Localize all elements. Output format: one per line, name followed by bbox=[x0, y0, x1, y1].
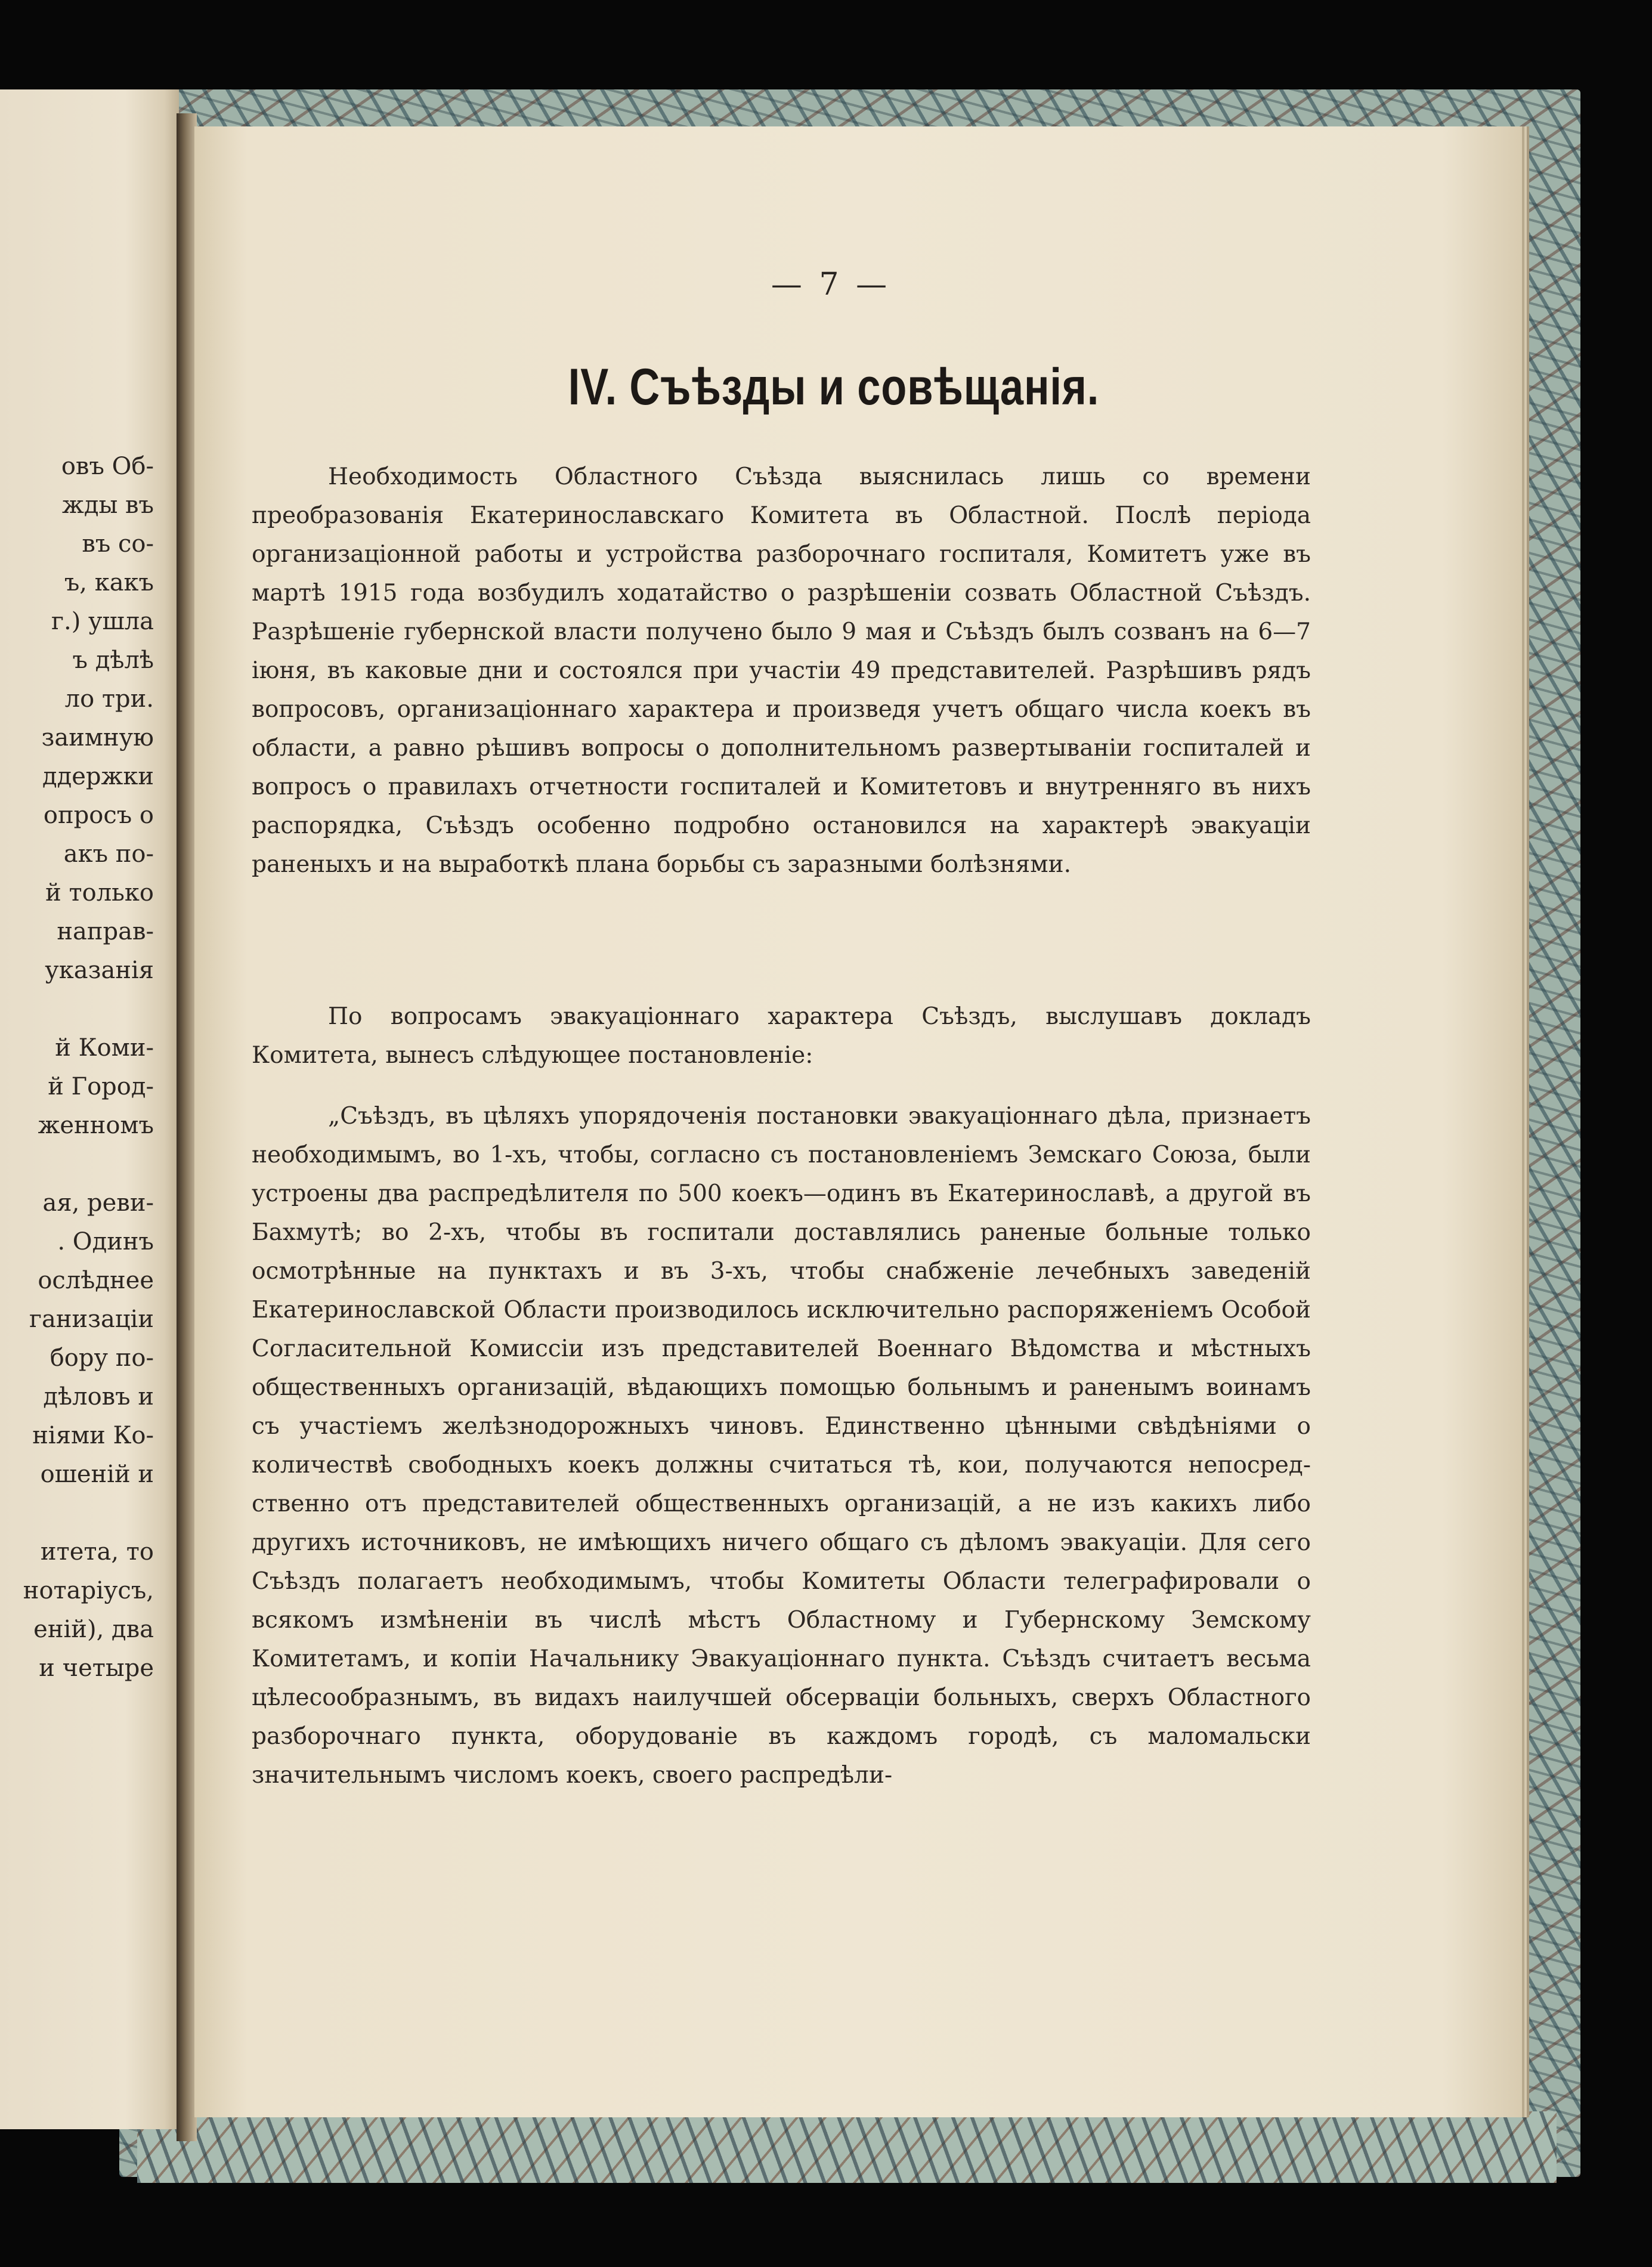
left-page-line: ганизаціи bbox=[29, 1306, 154, 1333]
left-page-line: дѣловъ и bbox=[43, 1383, 154, 1411]
left-page-line: ддержки bbox=[42, 763, 154, 790]
left-facing-page bbox=[0, 89, 179, 2129]
left-page-line: опросъ о bbox=[43, 802, 154, 829]
left-page-line: й Город- bbox=[48, 1073, 154, 1100]
paragraph: По вопросамъ эвакуаціоннаго характера Съѣздъ, выслушавъ докладъ Комитета, вынесъ слѣдующее постановленіе: bbox=[252, 1003, 1311, 1069]
left-page-line: ая, реви- bbox=[42, 1189, 154, 1217]
left-page-line: еній), два bbox=[33, 1616, 154, 1643]
page-number: — 7 — bbox=[771, 267, 891, 302]
book-gutter bbox=[177, 113, 197, 2141]
left-page-line: бору по- bbox=[50, 1344, 154, 1372]
left-page-line: нотаріусъ, bbox=[23, 1577, 154, 1604]
left-page-line: въ со- bbox=[82, 530, 154, 558]
left-page-line: й Коми- bbox=[55, 1034, 154, 1062]
left-page-line: и четыре bbox=[39, 1654, 154, 1682]
left-page-line: г.) ушла bbox=[51, 608, 154, 635]
chapter-title: IV. Съѣзды и совѣщанія. bbox=[568, 358, 1100, 416]
left-page-line: заимную bbox=[41, 724, 154, 751]
left-page-line: ніями Ко- bbox=[32, 1422, 154, 1449]
left-page-line bbox=[0, 1145, 154, 1184]
paragraph: Необходимость Областного Съѣзда выяснилась лишь со времени преобразованія Екатеринославскаго Комитета въ Областной. Послѣ періода организаціонной работы и устройства разборочнаго госпиталя, Комитетъ уже въ мартѣ 1915 года возбудилъ ходатайство о разрѣшеніи созвать Областной Съѣздъ. Разрѣшеніе губернской власти получено было 9 мая и Съѣздъ былъ созванъ на 6—7 іюня, въ каковые дни и состоялся при участіи 49 представителей. Разрѣшивъ рядъ вопросовъ, организаціоннаго характера и произведя учетъ общаго числа коекъ въ области, а равно рѣшивъ вопросы о дополнительномъ развертываніи госпиталей и вопросъ о правилахъ отчетности госпиталей и Комитетовъ и внутренняго въ нихъ распорядка, Съѣздъ особенно подробно остановился на характерѣ эвакуаціи раненыхъ и на выработкѣ плана борьбы съ заразными болѣзнями. bbox=[252, 463, 1311, 878]
left-page-line: . Одинъ bbox=[57, 1228, 154, 1255]
left-page-line: ъ, какъ bbox=[64, 569, 154, 596]
paragraph: „Съѣздъ, въ цѣляхъ упорядоченія постановки эвакуаціоннаго дѣла, признаетъ необходимымъ, во 1-хъ, чтобы, согласно съ постановленіемъ Земскаго Союза, были устроены два распредѣлителя по 500 коекъ—одинъ въ Екатеринославѣ, а другой въ Бахмутѣ; во 2-хъ, чтобы въ госпитали доставлялись раненые больные только осмотрѣнные на пунктахъ и въ 3-хъ, чтобы снабженіе лечебныхъ заведеній Екатеринославской Области производилось исключительно распоряженіемъ Особой Согласительной Комиссіи изъ представителей Военнаго Вѣдомства и мѣстныхъ общественныхъ организацій, вѣдающихъ помощью больнымъ и раненымъ воинамъ съ участіемъ желѣзнодорожныхъ чиновъ. Единственно цѣнными свѣдѣніями о количествѣ свободныхъ коекъ должны считаться тѣ, кои, получаются непосредственно отъ представителей общественныхъ организацій, а не изъ какихъ либо другихъ источниковъ, не имѣющихъ ничего общаго съ дѣломъ эвакуаціи. Для сего Съѣздъ полагаетъ необходимымъ, чтобы Комитеты Области телеграфировали о всякомъ измѣненіи въ числѣ мѣстъ Областному и Губернскому Земскому Комитетамъ, и копіи Начальнику Эвакуаціоннаго пункта. Съѣздъ считаетъ весьма цѣлесообразнымъ, въ видахъ наилучшей обсерваціи больныхъ, сверхъ Областного разборочнаго пункта, оборудованіе въ каждомъ городѣ, съ маломальски значительнымъ числомъ коекъ, своего распредѣли- bbox=[252, 1103, 1311, 1789]
left-page-line: женномъ bbox=[38, 1112, 154, 1139]
left-page-line: ослѣднее bbox=[38, 1267, 154, 1294]
left-page-line: ло три. bbox=[64, 685, 154, 713]
left-page-line: й только bbox=[45, 879, 154, 907]
book-cover-edge bbox=[137, 2111, 1557, 2183]
left-page-line: направ- bbox=[57, 918, 154, 945]
left-page-line: ошеній и bbox=[40, 1461, 154, 1488]
left-page-line bbox=[0, 990, 154, 1029]
left-page-line: указанія bbox=[45, 957, 154, 984]
left-page-line: акъ по- bbox=[63, 840, 154, 868]
left-page-line bbox=[0, 1494, 154, 1533]
left-page-line: овъ Об- bbox=[61, 453, 154, 480]
left-page-line: итета, то bbox=[40, 1538, 154, 1566]
left-page-line: ъ дѣлѣ bbox=[72, 647, 154, 674]
left-page-line: жды въ bbox=[62, 491, 154, 519]
main-page bbox=[194, 126, 1522, 2117]
left-page-text bbox=[0, 447, 154, 1688]
